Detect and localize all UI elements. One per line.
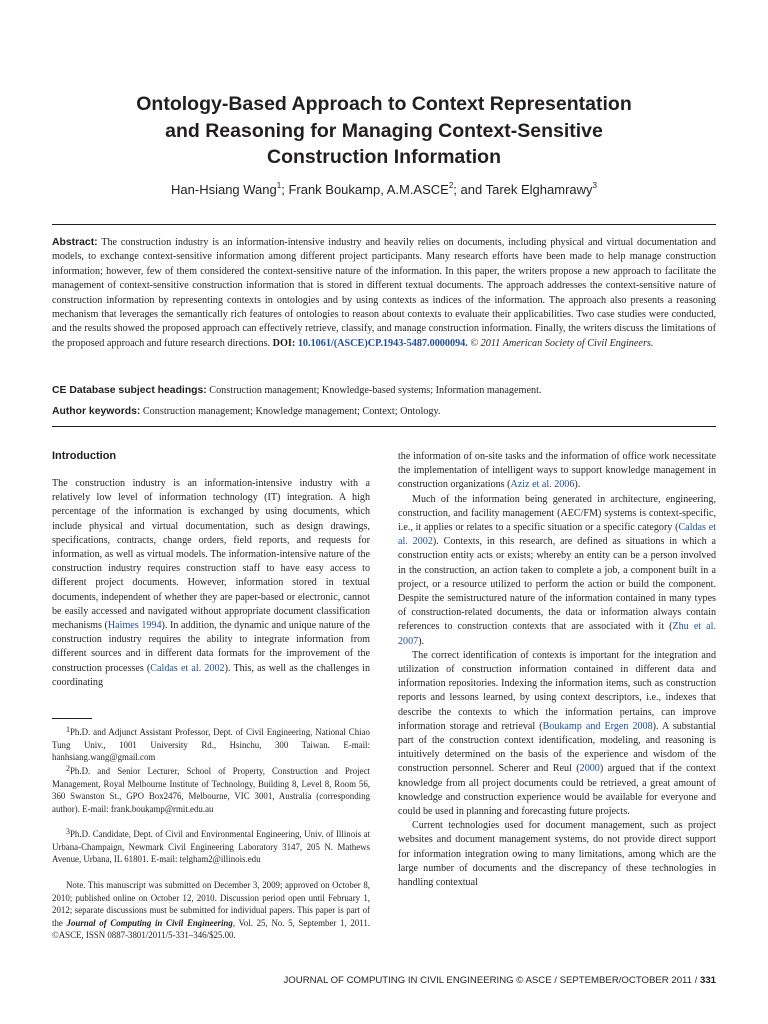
abstract-bottom-rule	[52, 426, 716, 427]
author-name: Frank Boukamp, A.M.ASCE	[288, 182, 449, 197]
paragraph-text: ).	[574, 479, 581, 491]
right-column	[398, 450, 716, 890]
paragraph-text: Much of the information being generated in architecture, engineering, construction, and facility management (AEC/FM) systems is context-specific, i.e., it applies or relates to a specific situation or a specific category (	[398, 493, 716, 534]
paragraph-text: ) argued that if the context knowledge from all project documents could be retrieved, a great amount of knowledge and construction experience would be available for everyone and could be used in planning and forecasting future projects.	[398, 763, 716, 818]
footnote-text: Ph.D. and Adjunct Assistant Professor, Dept. of Civil Engineering, National Chiao Tung Univ., 1001 University Rd., Hsinchu, 300 Taiwan. E-mail: hanhsiang.wang@gmail.com	[52, 727, 370, 763]
paragraph-text: ). This, as well as the challenges in coordinating	[52, 662, 370, 688]
author-affiliation-mark: 2	[448, 181, 454, 190]
title-line-3: Construction Information	[267, 146, 501, 168]
paragraph-text: the information of on-site tasks and the information of office work necessitate the implementation of intelligent ways to support knowledge management in construction organizations (	[398, 451, 716, 491]
abstract	[52, 236, 716, 351]
author-separator: ; and	[453, 182, 486, 197]
citation-link[interactable]: Boukamp and Ergen 2008	[542, 720, 653, 732]
citation-link[interactable]: Aziz et al. 2006	[510, 479, 575, 491]
journal-name: Journal of Computing in Civil Engineering	[66, 917, 233, 928]
left-column	[52, 449, 370, 690]
paragraph-text: ). In addition, the dynamic and unique nature of the construction industry requires the ability to integrate information from different sources and in different data formats for the improvement of the construction processes (	[52, 620, 370, 674]
footnote-mark: 2	[66, 764, 70, 773]
title-line-2: and Reasoning for Managing Context-Sensitive	[165, 119, 603, 142]
doi-link[interactable]: 10.1061/(ASCE)CP.1943-5487.0000094.	[297, 337, 468, 349]
footnote-rule	[52, 718, 92, 719]
page-number: 331	[699, 975, 716, 986]
author-name: Tarek Elghamrawy	[485, 182, 593, 197]
citation-link[interactable]: Haimes 1994	[107, 620, 162, 632]
intro-paragraph-2	[398, 493, 716, 649]
paragraph-text: The construction industry is an information-intensive industry with a relatively low level of information technology (IT) integration. A high percentage of the information is exchanged by using documents, which include physical and virtual documentation, such as design drawings, specifications, contracts, change orders, field reports, and requests for information, as well as virtual models. The information-intensive nature of the construction industry requires construction staff to have easy access to different project documents. However, information stored in textual documents, independent of whether they are paper-based or electronic, cannot be easily accessed and navigated without appropriate document classification mechanisms (	[52, 478, 370, 632]
footer-journal-info: JOURNAL OF COMPUTING IN CIVIL ENGINEERING © ASCE / SEPTEMBER/OCTOBER 2011 /	[283, 975, 700, 986]
footnote-3	[52, 828, 370, 866]
author-keywords-label: Author keywords:	[52, 406, 141, 417]
author-separator: ;	[281, 182, 289, 197]
section-heading-introduction: Introduction	[52, 450, 117, 462]
author-affiliation-mark: 1	[276, 181, 282, 190]
author-list	[40, 182, 728, 198]
footnote-mark: 3	[66, 827, 70, 836]
footnote-text: Ph.D. and Senior Lecturer, School of Property, Construction and Project Management, Royal Melbourne Institute of Technology, Building 8, Level 8, Room 56, 360 Swanston St., GPO Box2476, Melbourne, VIC 3001, Australia (corresponding author). E-mail: frank.boukamp@rmit.edu.au	[52, 766, 370, 814]
subject-headings-label: CE Database subject headings:	[52, 385, 207, 396]
citation-link[interactable]: 2000	[579, 763, 600, 775]
paragraph-text: ). Contexts, in this research, are defined as situations in which a construction entity acts or exists; whereby an entity can be a person involved in the construction, an action taken to complete a job, a component built in a project, or a resource utilized to perform the action or build the component. Despite the semistructured nature of the information contained in many types of construction-related documents, the data or information always contain references to construction contexts that are associated with it (	[398, 536, 716, 633]
citation-link[interactable]: Caldas et al. 2002	[398, 522, 716, 548]
intro-paragraph-1-continued	[398, 450, 716, 493]
footnote-1	[52, 726, 370, 764]
paragraph-text: ).	[418, 635, 425, 647]
subject-headings	[52, 384, 716, 398]
paragraph-text: ). A substantial part of the construction context identification, modeling, and reasoning is intuitively determined on the basis of the experience and wisdom of the construction personnel. Scherer and Reul (	[398, 720, 716, 775]
abstract-top-rule	[52, 224, 716, 225]
paper-title	[40, 91, 728, 171]
note-text: Note. This manuscript was submitted on December 3, 2009; approved on October 8, 2010; published online on October 12, 2010. Discussion period open until February 1, 2012; separate discussions must be submitted for individual papers. This paper is part of the	[52, 880, 370, 928]
intro-paragraph-4: Current technologies used for document management, such as project websites and document management systems, do not provide direct support for information integration owing to many limitations, among which are the large number of documents and the discrepancy of these technologies in handling contextual	[398, 820, 716, 889]
intro-paragraph-1	[52, 477, 370, 690]
intro-paragraph-3	[398, 649, 716, 819]
note-text: , Vol. 25, No. 5, September 1, 2011. ©ASCE, ISSN 0887-3801/2011/5-331–346/$25.00.	[52, 917, 370, 941]
subject-headings-text: Construction management; Knowledge-based systems; Information management.	[209, 385, 542, 396]
citation-link[interactable]: Zhu et al. 2007	[398, 621, 716, 647]
page-footer	[284, 975, 717, 987]
footnote-2	[52, 765, 370, 815]
title-line-1: Ontology-Based Approach to Context Representation	[136, 93, 632, 115]
citation-link[interactable]: Caldas et al. 2002	[150, 662, 225, 674]
footnote-mark: 1	[66, 725, 70, 734]
abstract-text: The construction industry is an information-intensive industry and heavily relies on documents, including physical and virtual documentation and models, to exchange context-sensitive information among different project participants. Many research efforts have been made to help manage construction information; however, few of them considered the context-sensitive nature of the information. In this paper, the writers propose a new approach to facilitate the management of context-sensitive construction information that is stored in different textual documents. The approach addresses the context-sensitive nature of construction information by representing contexts in ontologies and by using contexts as indices of the information. The approach also presents a reasoning mechanism that leverages the semantically rich features of ontologies to reason about contexts to evaluate their applicabilities. Two case studies were conducted, and the results showed the proposed approach can effectively retrieve, classify, and manage construction information. Finally, the writers discuss the limitations of the proposed approach and future research directions.	[52, 237, 716, 349]
author-affiliation-mark: 3	[592, 181, 597, 190]
author-keywords	[52, 405, 716, 419]
footnote-text: Ph.D. Candidate, Dept. of Civil and Environmental Engineering, Univ. of Illinois at Urbana-Champaign, Newmark Civil Engineering Laboratory 3147, 205 N. Mathews Avenue, Urbana, IL 61801. E-mail: telgham2@illinois.edu	[52, 829, 370, 865]
author-name: Han-Hsiang Wang	[171, 182, 277, 197]
copyright-notice: © 2011 American Society of Civil Engineers.	[470, 337, 654, 349]
manuscript-note	[52, 879, 370, 942]
doi-label: DOI:	[272, 337, 296, 349]
author-keywords-text: Construction management; Knowledge management; Context; Ontology.	[142, 406, 441, 417]
paragraph-text: The correct identification of contexts is important for the integration and utilization of construction information contained in different data and information repositories. Indexing the information items, such as construction reports and lessons learned, by using context descriptors, i.e., indexes that describe the contexts to which the information pertains, can improve information storage and retrieval (	[398, 649, 716, 732]
abstract-label: Abstract:	[52, 237, 98, 248]
